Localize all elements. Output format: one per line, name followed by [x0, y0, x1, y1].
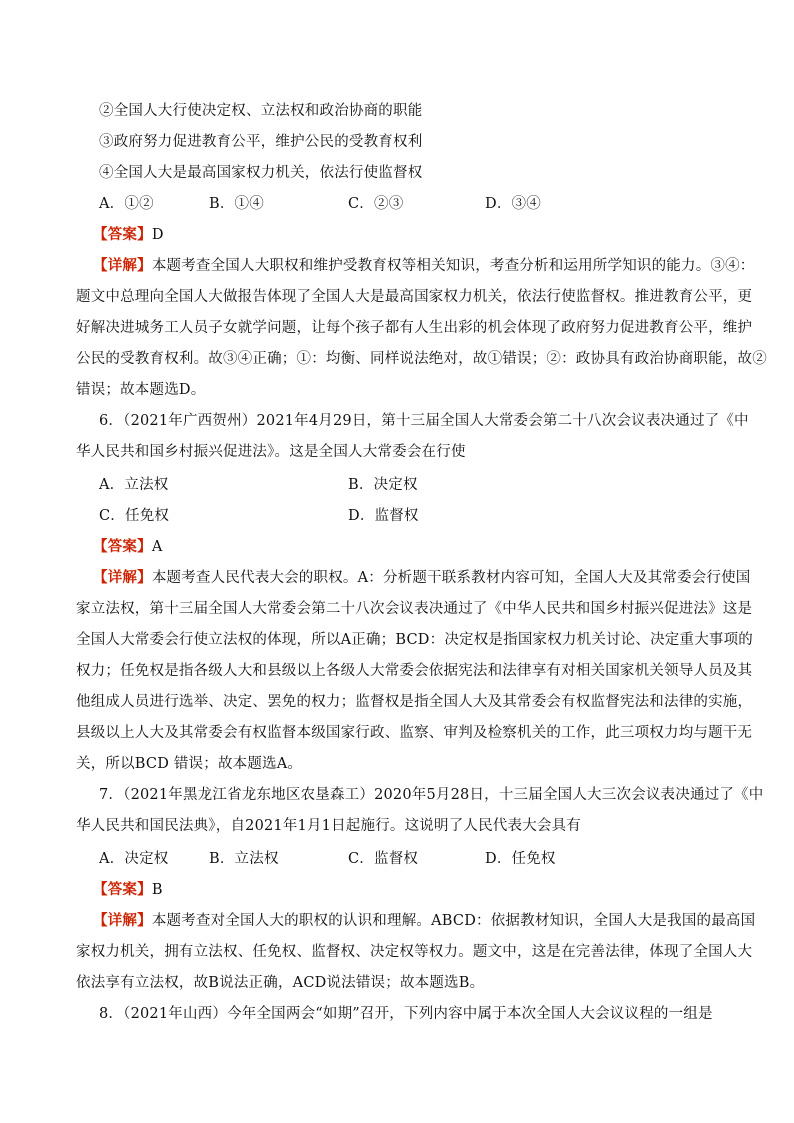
q5-detail-line: 错误；故本题选D。: [76, 382, 206, 398]
answer-tag: 【答案】: [93, 881, 152, 898]
q5-detail-line: 题文中总理向全国人大做报告体现了全国人大是最高国家权力机关，依法行使监督权。推进教育公平，更: [76, 289, 753, 305]
detail-text: 本题考查全国人大职权和维护受教育权等相关知识，考查分析和运用所学知识的能力。③④：: [151, 258, 755, 274]
q7-detail-line: 依法享有立法权，故B说法正确，ACD说法错误；故本题选B。: [76, 975, 485, 991]
q6-option-d: D．监督权: [348, 508, 419, 524]
q7-detail-line: [93, 911, 756, 931]
q7-option-a: A．决定权: [99, 851, 169, 867]
answer-value: D: [151, 227, 164, 243]
q6-stem-line: 华人民共和国乡村振兴促进法》。这是全国人大常委会在行使: [76, 444, 466, 460]
detail-text: 本题考查人民代表大会的职权。A：分析题干联系教材内容可知，全国人大及其常委会行使国: [151, 570, 751, 586]
answer-value: A: [151, 539, 163, 555]
q7-option-b: B．立法权: [209, 851, 279, 867]
q5-option-b: B．①④: [209, 196, 264, 212]
q6-detail-line: 县级以上人大及其常委会有权监督本级国家行政、监察、审判及检察机关的工作，此三项权力均与题干无: [76, 725, 753, 741]
q5-item-3: ③政府努力促进教育公平，维护公民的受教育权利: [99, 134, 423, 150]
q5-option-a: A．①②: [99, 196, 154, 212]
q6-detail-line: 关，所以BCD 错误；故本题选A。: [76, 756, 303, 772]
q6-detail-line: 家立法权，第十三届全国人大常委会第二十八次会议表决通过了《中华人民共和国乡村振兴促进法》这是: [76, 601, 753, 617]
q6-stem-line: 6．（2021年广西贺州）2021年4月29日，第十三届全国人大常委会第二十八次会议表决通过了《中: [99, 413, 749, 429]
detail-text: 本题考查对全国人大的职权的认识和理解。ABCD：依据教材知识，全国人大是我国的最高国: [151, 913, 756, 929]
q7-option-d: D．任免权: [485, 851, 556, 867]
q5-detail-line: 好解决进城务工人员子女就学问题，让每个孩子都有人生出彩的机会体现了政府努力促进教育公平，维护: [76, 320, 753, 336]
q6-detail-line: [93, 568, 751, 588]
answer-value: B: [151, 882, 163, 898]
q7-answer: [93, 880, 713, 900]
q7-detail-line: 家权力机关，拥有立法权、任免权、监督权、决定权等权力。题文中，这是在完善法律，体现了全国人大: [76, 944, 753, 960]
detail-tag: 【详解】: [93, 257, 152, 274]
q5-option-d: D．③④: [485, 196, 541, 212]
q6-option-c: C．任免权: [99, 508, 170, 524]
q6-detail-line: 权力；任免权是指各级人大和县级以上各级人大常委会依据宪法和法律享有对相关国家机关领导人员及其: [76, 663, 753, 679]
q6-answer: [93, 537, 713, 557]
q5-item-4: ④全国人大是最高国家权力机关，依法行使监督权: [99, 165, 423, 181]
q7-option-c: C．监督权: [348, 851, 419, 867]
q6-detail-line: 全国人大常委会行使立法权的体现，所以A正确；BCD：决定权是指国家权力机关讨论、决定重大事项的: [76, 632, 754, 648]
q5-option-c: C．②③: [348, 196, 404, 212]
q6-detail-line: 他组成人员进行选举、决定、罢免的权力；监督权是指全国人大及其常委会有权监督宪法和法律的实施，: [76, 694, 753, 710]
q6-option-a: A．立法权: [99, 477, 169, 493]
detail-tag: 【详解】: [93, 912, 152, 929]
q5-detail-line: 公民的受教育权利。故③④正确；①：均衡、同样说法绝对，故①错误；②：政协具有政治协商职能，故②: [76, 351, 767, 367]
q7-stem-line: 华人民共和国民法典》，自2021年1月1日起施行。这说明了人民代表大会具有: [76, 818, 581, 834]
detail-tag: 【详解】: [93, 569, 152, 586]
q5-detail-line: [93, 256, 755, 276]
q7-stem-line: 7．（2021年黑龙江省龙东地区农垦森工）2020年5月28日，十三届全国人大三次会议表决通过了《中: [99, 787, 764, 803]
q5-answer: [93, 225, 713, 245]
answer-tag: 【答案】: [93, 226, 152, 243]
q6-option-b: B．决定权: [348, 477, 418, 493]
q5-item-2: ②全国人大行使决定权、立法权和政治协商的职能: [99, 103, 423, 119]
answer-tag: 【答案】: [93, 538, 152, 555]
q8-stem-line: 8．（2021年山西）今年全国两会“如期”召开，下列内容中属于本次全国人大会议议程的一组是: [99, 1006, 713, 1022]
